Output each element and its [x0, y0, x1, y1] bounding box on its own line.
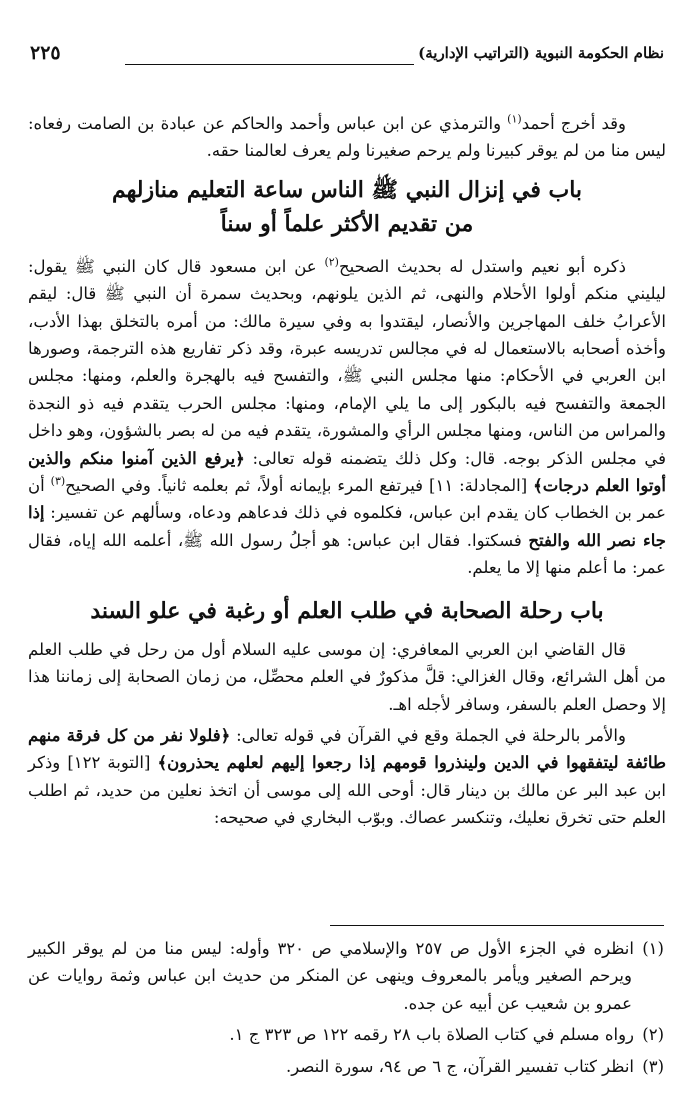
heading-line: من تقديم الأكثر علماً أو سناً — [220, 210, 474, 237]
paragraph-text: قال القاضي ابن العربي المعافري: إن موسى عليه السلام أول من رحل في طلب العلم من أهل الشرائع، وقال الغزالي: قلَّ مذكورٌ في العلم محصِّل، من زمان الصحابة إلى زماننا هذا إلا وحصل العلم بالسفر، وسافر لأجله اهـ. — [28, 639, 666, 714]
paragraph-text: أن عمر بن الخطاب كان يقدم ابن عباس، فكلموه في ذلك فدعاهم ودعاه، وسألهم عن تفسير: — [28, 476, 666, 523]
quran-quote: إذا جاء نصر الله والفتح — [28, 503, 666, 550]
paragraph — [28, 110, 666, 165]
footnote-mark: (٢) — [642, 1025, 664, 1045]
page-body — [28, 110, 666, 832]
page-number: ٢٢٥ — [30, 42, 61, 64]
footnote-separator — [330, 925, 664, 926]
footnote-ref: (١) — [507, 112, 522, 126]
footnote-text: رواه مسلم في كتاب الصلاة باب ٢٨ رقمه ١٢٢ ص ٣٢٣ ج ١. — [229, 1025, 634, 1045]
footnotes — [28, 935, 664, 1084]
quran-quote: ﴿فلولا نفر من كل فرقة منهم طائفة ليتفقهوا في الدين ولينذروا قومهم إذا رجعوا إليهم لعلهم يحذرون﴾ — [28, 725, 666, 773]
quran-quote: ﴿يرفع الذين آمنوا منكم والذين أوتوا العلم درجات﴾ — [28, 448, 666, 496]
section-heading — [28, 594, 666, 628]
paragraph-text: والترمذي عن ابن عباس وأحمد والحاكم عن عبادة بن الصامت رفعاه: ليس منا من لم يوقر كبيرنا ولم يرحم صغيرنا ولم يعرف لعالمنا حقه. — [28, 114, 666, 161]
footnote-ref: (٢) — [324, 255, 339, 269]
paragraph-text: [التوبة ١٢٢] وذكر ابن عبد البر عن مالك بن دينار قال: أوحى الله إلى موسى أن اتخذ نعلين من حديد، ثم اطلب العلم حتى تخرق نعليك، وتنكسر عصاك. وبوّب البخاري في صحيحه: — [28, 753, 666, 828]
footnote-text: انظره في الجزء الأول ص ٢٥٧ والإسلامي ص ٣٢٠ وأوله: ليس منا من لم يوقر الكبير ويرحم الصغير ويأمر بالمعروف وينهى عن المنكر من حديث ابن عباس وثمة روايات عن عمرو بن شعيب عن أبيه عن جده. — [28, 939, 634, 1013]
page-header — [30, 44, 664, 74]
paragraph-text: ذكره أبو نعيم واستدل له بحديث الصحيح — [338, 256, 626, 276]
section-heading — [28, 173, 666, 241]
running-title: نظام الحكومة النبوية (التراتيب الإدارية) — [418, 44, 664, 62]
heading-line: باب في إنزال النبي ﷺ الناس ساعة التعليم منازلهم — [111, 176, 583, 203]
footnote — [28, 1053, 664, 1080]
paragraph — [28, 253, 666, 582]
paragraph-text: فسكتوا. فقال ابن عباس: هو أجلُ رسول الله ﷺ، أعلمه الله إياه، فقال عمر: ما أعلم منها إلا ما يعلم. — [28, 530, 666, 578]
paragraph-text: والأمر بالرحلة في الجملة وقع في القرآن في قوله تعالى: — [230, 725, 626, 745]
footnote-text: انظر كتاب تفسير القرآن، ج ٦ ص ٩٤، سورة النصر. — [285, 1056, 634, 1076]
paragraph-text: عن ابن مسعود قال كان النبي ﷺ يقول: ليليني منكم أولوا الأحلام والنهى، ثم الذين يلونهم، وبحديث سمرة أن النبي ﷺ قال: ليقم الأعرابُ خلف المهاجرين والأنصار، ليقتدوا به وفي سيرة مالك: من أمره بالتخلق بهذا الأدب، وأخذه أصحابه بالاستعمال له في مجالس تدريسه عبرة، وقد ذكر تفاريع هذه الترجمة، وصورها ابن العربي في الأحكام: منها مجلس النبي ﷺ، والتفسح فيه بالهجرة والعلم، ومنها: مجلس الجمعة والتفسح فيه بالبكور إلى ما يلي الإمام، ومنها: مجلس الحرب يتقدم فيه ذو النجدة والمراس من الناس، ومنها مجلس الرأي والمشورة، يتقدم فيه من له بصر بالشؤون، وهو داخل في مجلس الذكر بوجه. قال: وكل ذلك يتضمنه قوله تعالى: — [28, 256, 666, 468]
footnote-ref: (٣) — [50, 474, 66, 488]
paragraph-text: [المجادلة: ١١] فيرتفع المرء بإيمانه أولاً، ثم بعلمه ثانياً. وفي الصحيح — [65, 476, 534, 496]
header-rule — [125, 64, 414, 65]
footnote — [28, 1021, 664, 1048]
paragraph — [28, 722, 666, 832]
footnote-mark: (٣) — [642, 1056, 664, 1076]
heading-line: باب رحلة الصحابة في طلب العلم أو رغبة في علو السند — [90, 597, 604, 624]
footnote-mark: (١) — [642, 939, 664, 958]
paragraph — [28, 636, 666, 718]
footnote — [28, 935, 664, 1017]
paragraph-text: وقد أخرج أحمد — [521, 114, 626, 133]
